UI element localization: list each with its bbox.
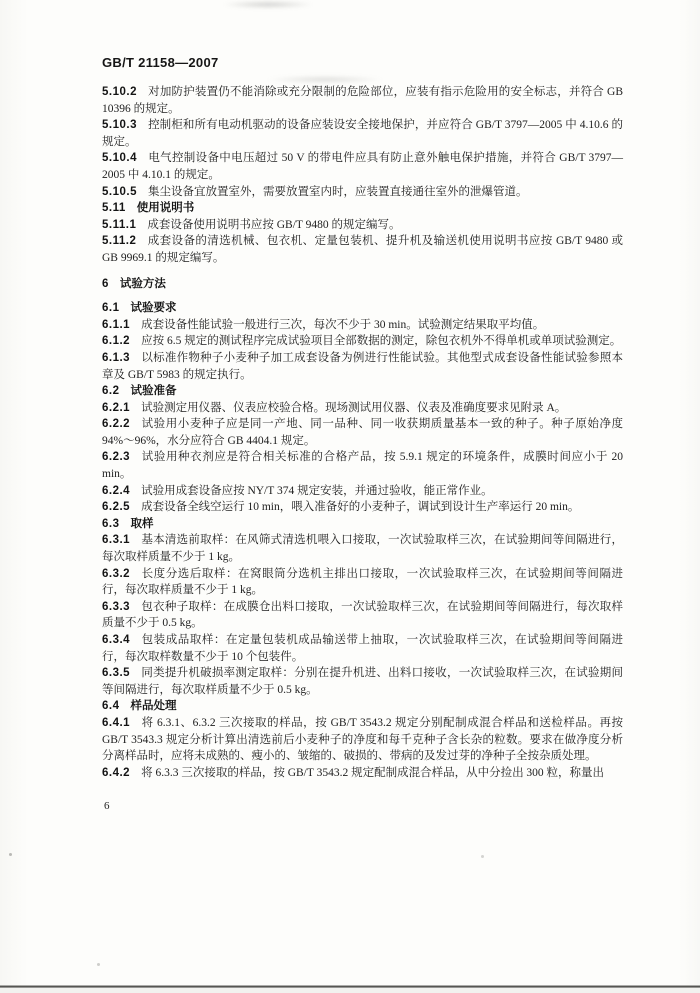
clause-number: 6.2.4 (102, 484, 131, 497)
clause-paragraph (102, 117, 623, 150)
clause-text: 试验测定用仪器、仪表应校验合格。现场测试用仪器、仪表及准确度要求见附录 A。 (141, 401, 567, 414)
clause-number: 6.1.2 (102, 335, 131, 348)
standard-number-header: GB/T 21158—2007 (102, 55, 219, 70)
clause-paragraph (102, 217, 623, 234)
clause-text: 取样 (130, 517, 154, 530)
clause-text: 使用说明书 (136, 202, 195, 215)
clause-number: 6.3.4 (102, 634, 131, 646)
clause-number: 6.4.1 (102, 716, 131, 729)
section-heading (102, 200, 623, 217)
clause-text: 试验方法 (119, 277, 166, 290)
clause-text: 应按 6.5 规定的测试程序完成试验项目全部数据的测定，除包衣机外不得单机或单项试验测定。 (141, 335, 622, 348)
section-heading (102, 276, 623, 293)
scan-smudge-under-header (266, 75, 384, 84)
scan-speck (97, 963, 100, 966)
clause-text: 集尘设备宜放置室外，需要放置室内时，应装置直接通往室外的泄爆管道。 (147, 185, 528, 198)
clause-text: 试验要求 (130, 302, 177, 315)
clause-paragraph (102, 599, 623, 632)
clause-text: 样品处理 (130, 700, 177, 713)
clause-number: 6.2.1 (102, 401, 131, 414)
clause-paragraph (102, 566, 623, 599)
clause-paragraph (102, 449, 623, 482)
clause-number: 6.2.5 (102, 501, 131, 514)
clause-paragraph (102, 416, 623, 449)
clause-text: 成套设备使用说明书应按 GB/T 9480 的规定编写。 (147, 218, 401, 231)
clause-number: 5.11.2 (102, 235, 137, 248)
clause-paragraph (102, 84, 623, 117)
clause-text: 同类提升机破损率测定取样：分别在提升机进、出料口接收，一次试验取样三次，在试验期间等间隔进行，每次取样质量不少于 0.5 kg。 (102, 667, 623, 696)
clause-paragraph (102, 499, 623, 516)
clause-number: 6.3.1 (102, 534, 131, 547)
clause-number: 6.2.2 (102, 418, 131, 431)
page-number: 6 (104, 800, 110, 812)
clause-number: 6.4 (102, 700, 120, 713)
clause-text: 成套设备的清选机械、包衣机、定量包装机、提升机及输送机使用说明书应按 GB/T 9480 或 GB 9969.1 的规定编写。 (102, 235, 623, 264)
clause-number: 6.3.2 (102, 567, 131, 580)
clause-number: 5.10.3 (102, 119, 137, 132)
clause-text: 将 6.3.3 三次接取的样品，按 GB/T 3543.2 规定配制成混合样品，从中分捡出 300 粒，称量出 (141, 766, 605, 779)
clause-paragraph (102, 400, 623, 417)
clause-text: 基本清选前取样：在风筛式清选机喂入口接取，一次试验取样三次，在试验期间等间隔进行，每次取样质量不少于 1 kg。 (102, 534, 623, 564)
clause-paragraph (102, 184, 623, 201)
clause-text: 对加防护装置仍不能消除或充分限制的危险部位，应装有指示危险用的安全标志，并符合 GB 10396 的规定。 (102, 86, 623, 115)
clause-number: 6.1 (102, 302, 120, 315)
section-heading (102, 383, 623, 400)
clause-paragraph (102, 333, 623, 350)
clause-number: 6 (102, 277, 109, 290)
clause-paragraph (102, 483, 623, 500)
page-bottom-strip (0, 988, 700, 993)
clause-text: 试验用小麦种子应是同一产地、同一品种、同一收获期质量基本一致的种子。种子原始净度 94%～96%，水分应符合 GB 4404.1 规定。 (102, 418, 623, 447)
clause-text: 包衣种子取样：在成膜仓出料口接取，一次试验取样三次，在试验期间等间隔进行，每次取样质量不少于 0.5 kg。 (102, 600, 623, 630)
clause-paragraph (102, 532, 623, 565)
clause-number: 5.10.2 (102, 86, 137, 98)
clause-number: 6.3.3 (102, 600, 131, 613)
clause-paragraph (102, 715, 623, 765)
clause-number: 6.3 (102, 517, 120, 530)
clause-number: 6.3.5 (102, 667, 131, 680)
section-heading (102, 300, 623, 317)
clause-paragraph (102, 665, 623, 698)
clause-text: 成套设备全线空运行 10 min，喂入准备好的小麦种子，调试到设计生产率运行 20 min。 (141, 501, 580, 514)
document-body (102, 84, 623, 781)
clause-text: 成套设备性能试验一般进行三次，每次不少于 30 min。试验测定结果取平均值。 (141, 318, 545, 331)
clause-paragraph (102, 632, 623, 665)
clause-number: 5.10.4 (102, 152, 137, 165)
clause-number: 6.2 (102, 385, 120, 398)
clause-text: 长度分选后取样：在窝眼筒分选机主排出口接取，一次试验取样三次，在试验期间等间隔进行，每次取样质量不少于 1 kg。 (102, 567, 623, 597)
clause-text: 电气控制设备中电压超过 50 V 的带电件应具有防止意外触电保护措施，并符合 GB/T 3797—2005 中 4.10.1 的规定。 (102, 152, 623, 181)
scan-speck (9, 853, 12, 856)
section-heading (102, 516, 623, 533)
clause-number: 5.11.1 (102, 218, 137, 231)
clause-text: 试验用种衣剂应是符合相关标准的合格产品，按 5.9.1 规定的环境条件，成膜时间应小于 20 min。 (102, 451, 623, 481)
clause-text: 包装成品取样：在定量包装机成品输送带上抽取，一次试验取样三次，在试验期间等间隔进行，每次取样数量不少于 10 个包装件。 (102, 634, 623, 663)
scan-smudge-top (222, 0, 314, 9)
clause-paragraph (102, 317, 623, 334)
clause-paragraph (102, 765, 623, 782)
clause-text: 控制柜和所有电动机驱动的设备应装设安全接地保护，并应符合 GB/T 3797—2005 中 4.10.6 的规定。 (102, 119, 623, 148)
clause-number: 6.1.1 (102, 318, 131, 331)
clause-number: 6.1.3 (102, 351, 131, 364)
clause-text: 以标准作物种子小麦种子加工成套设备为例进行性能试验。其他型式成套设备性能试验参照本章及 GB/T 5983 的规定执行。 (102, 351, 623, 381)
clause-paragraph (102, 350, 623, 383)
clause-text: 将 6.3.1、6.3.2 三次接取的样品，按 GB/T 3543.2 规定分别配制成混合样品和送检样品。再按 GB/T 3543.3 规定分析计算出清选前后小麦种子的净度和每千克种子含长杂的粒数。要求在做净度分析分离样品时，应将未成熟的、瘦小的、皱缩的、破损的、带病的及发过芽的净种子全按杂质处理。 (102, 716, 623, 763)
section-heading (102, 698, 623, 715)
clause-paragraph (102, 233, 623, 266)
clause-text: 试验用成套设备应按 NY/T 374 规定安装，并通过验收，能正常作业。 (141, 484, 493, 497)
clause-number: 5.11 (102, 202, 126, 215)
clause-text: 试验准备 (130, 385, 177, 398)
clause-number: 6.4.2 (102, 766, 131, 779)
clause-paragraph (102, 150, 623, 183)
clause-number: 6.2.3 (102, 451, 131, 464)
clause-number: 5.10.5 (102, 185, 137, 198)
scan-speck (481, 855, 484, 858)
